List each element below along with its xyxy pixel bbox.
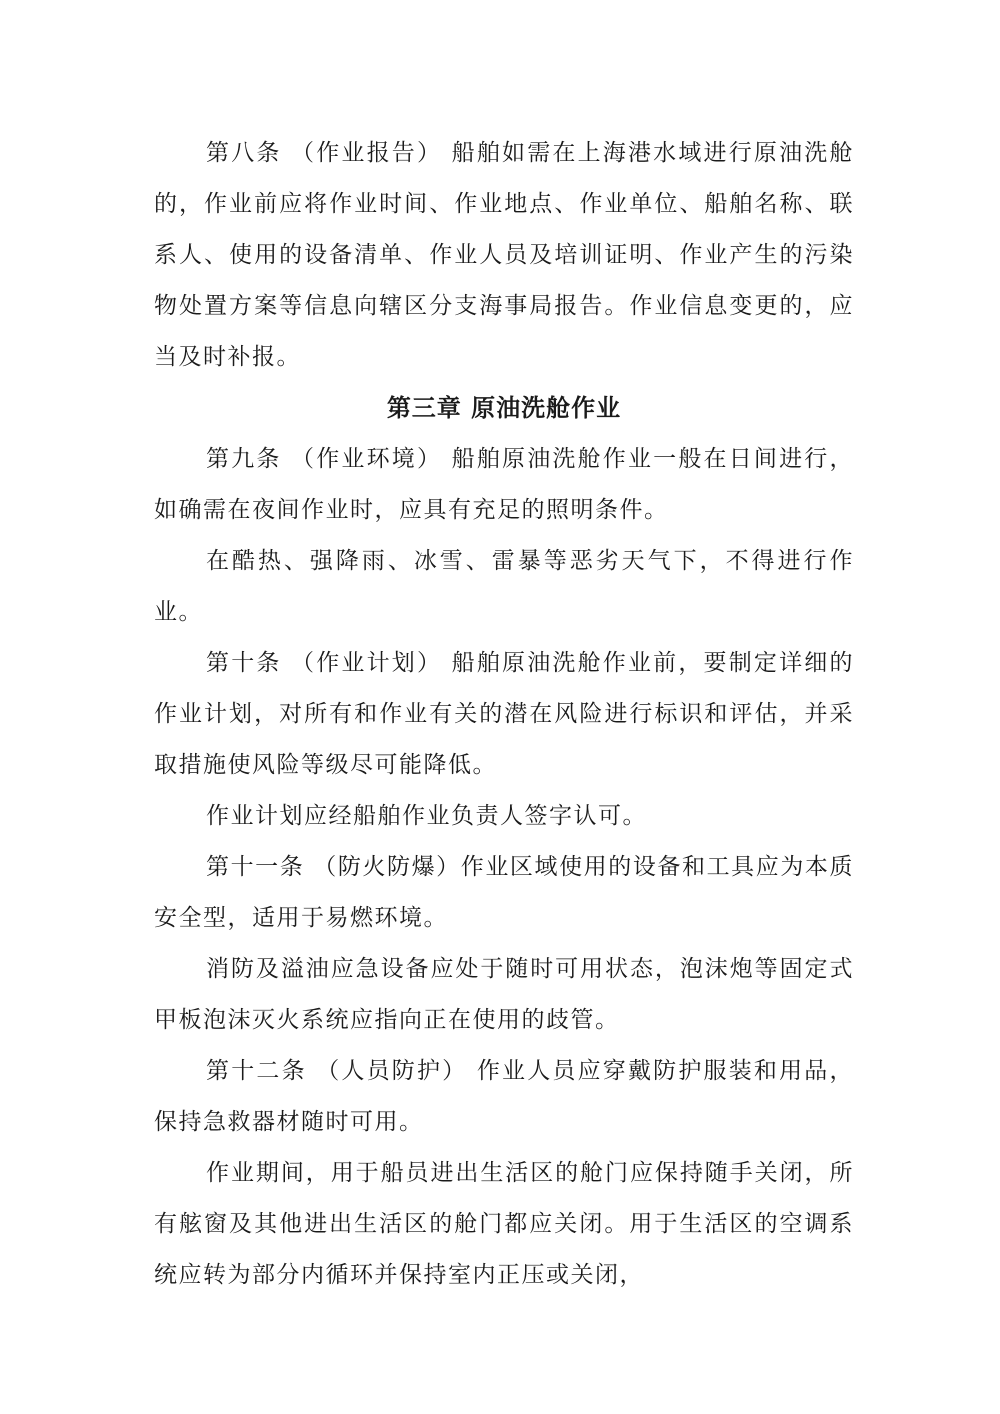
chapter-3-heading: 第三章 原油洗舱作业: [386, 394, 622, 422]
article-10-signoff-paragraph: 作业计划应经船舶作业负责人签字认可。: [206, 803, 647, 829]
article-9-paragraph: 第九条 （作业环境） 船舶原油洗舱作业一般在日间进行，如确需在夜间作业时，应具有充足的照明条件。: [154, 446, 854, 523]
article-11-equipment-paragraph: 消防及溢油应急设备应处于随时可用状态，泡沫炮等固定式甲板泡沫灭火系统应指向正在使用的歧管。: [154, 956, 854, 1033]
article-11-paragraph: 第十一条 （防火防爆）作业区域使用的设备和工具应为本质安全型，适用于易燃环境。: [154, 854, 854, 931]
article-8-paragraph: 第八条 （作业报告） 船舶如需在上海港水域进行原油洗舱的，作业前应将作业时间、作业地点、作业单位、船舶名称、联系人、使用的设备清单、作业人员及培训证明、作业产生的污染物处置方案等信息向辖区分支海事局报告。作业信息变更的，应当及时补报。: [154, 140, 854, 370]
article-10-paragraph: 第十条 （作业计划） 船舶原油洗舱作业前，要制定详细的作业计划，对所有和作业有关的潜在风险进行标识和评估，并采取措施使风险等级尽可能降低。: [154, 650, 854, 778]
article-12-paragraph: 第十二条 （人员防护） 作业人员应穿戴防护服装和用品，保持急救器材随时可用。: [154, 1058, 854, 1135]
article-12-doors-paragraph: 作业期间，用于船员进出生活区的舱门应保持随手关闭，所有舷窗及其他进出生活区的舱门都应关闭。用于生活区的空调系统应转为部分内循环并保持室内正压或关闭，: [154, 1160, 854, 1288]
article-9-weather-paragraph: 在酷热、强降雨、冰雪、雷暴等恶劣天气下，不得进行作业。: [154, 548, 854, 625]
document-body: [154, 128, 854, 1301]
